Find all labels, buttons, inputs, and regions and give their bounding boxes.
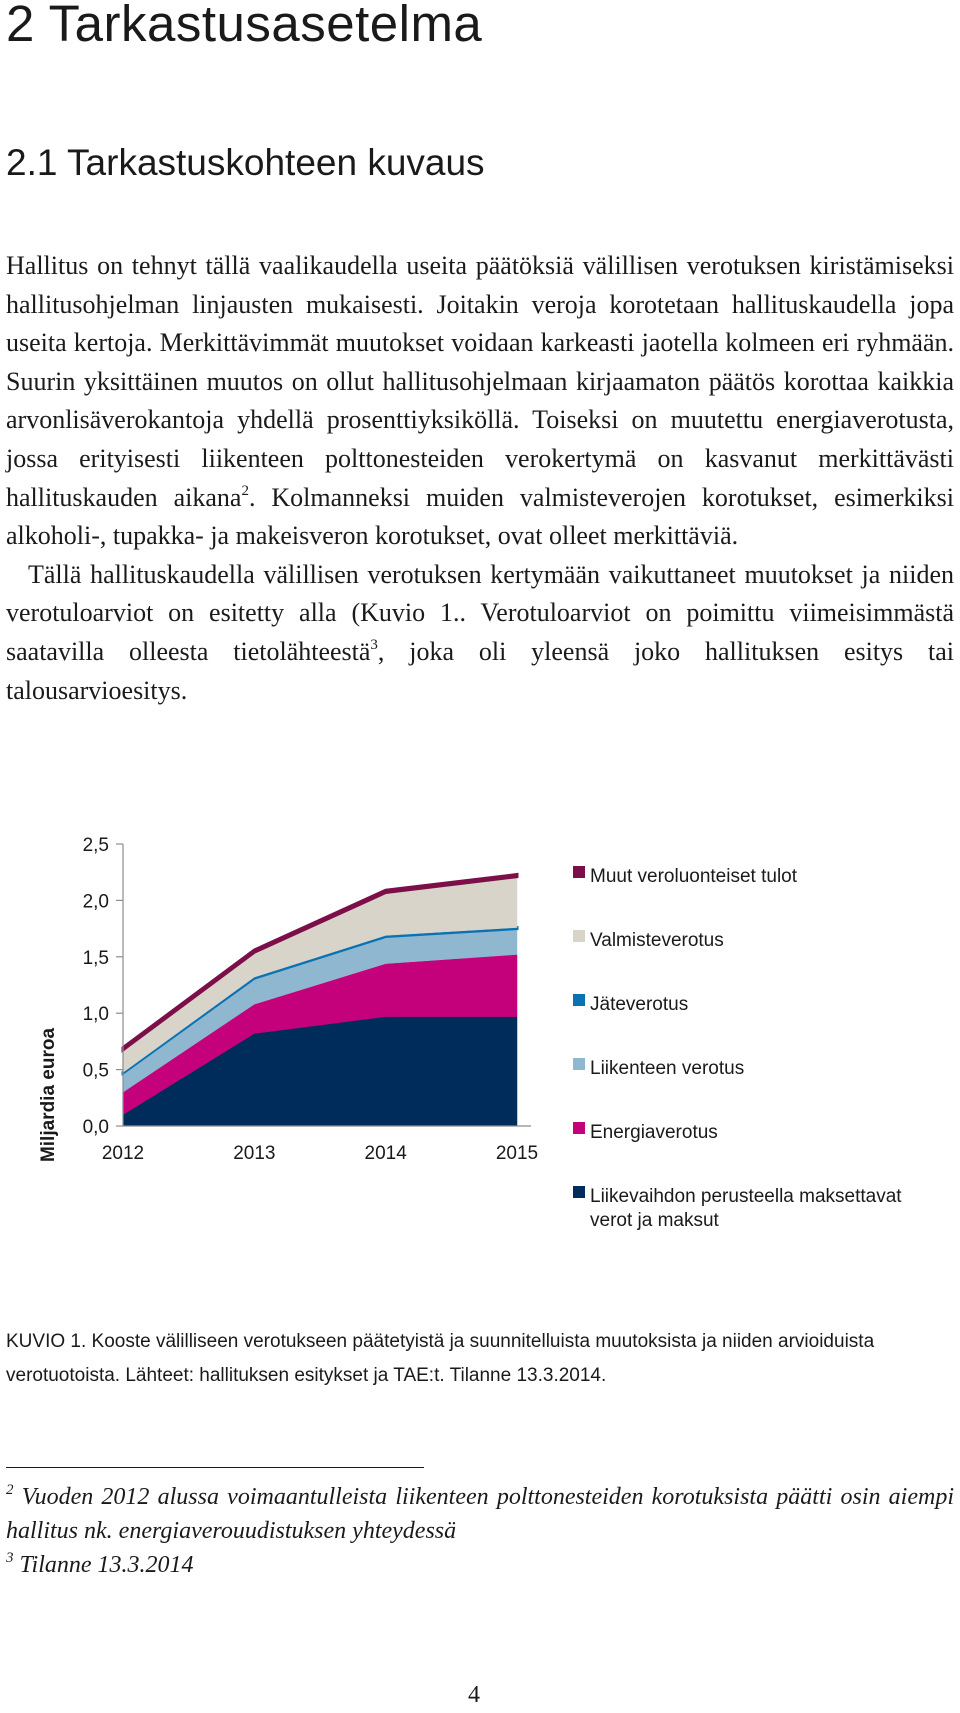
- footnote-2-text: Vuoden 2012 alussa voimaantulleista liikenteen polttonesteiden korotuksista päätti osin aiempi hallitus nk. energiaverouudistuksen yhteydessä: [6, 1484, 954, 1544]
- chapter-heading: 2 Tarkastusasetelma: [6, 0, 483, 52]
- paragraph-1: [6, 247, 954, 556]
- legend-swatch: [573, 994, 585, 1006]
- chart-legend: [573, 866, 902, 1231]
- body-text: [6, 247, 954, 710]
- paragraph-2-text-b: , joka oli yleensä joko hallituksen esitys tai talousarvioesitys.: [6, 636, 954, 705]
- footnote-2-number: 2: [6, 1482, 14, 1498]
- footnote-2: [6, 1480, 954, 1548]
- chart-areas: [123, 875, 517, 1127]
- footnote-3: [6, 1548, 954, 1582]
- footnote-divider: [6, 1467, 424, 1468]
- legend-swatch: [573, 1058, 585, 1070]
- legend-swatch: [573, 1122, 585, 1134]
- y-tick-label: 0,0: [82, 1117, 109, 1138]
- x-tick-label: 2014: [364, 1143, 407, 1164]
- y-tick-label: 2,5: [82, 835, 109, 856]
- legend-swatch: [573, 1186, 585, 1198]
- footnote-3-number: 3: [6, 1550, 14, 1566]
- legend-label: Energiaverotus: [590, 1122, 718, 1143]
- footnote-ref-2[interactable]: 2: [241, 482, 249, 499]
- figure-caption: KUVIO 1. Kooste välilliseen verotukseen päätetyistä ja suunnitelluista muutoksista ja niiden arvioiduista verotuotoista. Lähteet: hallituksen esitykset ja TAE:t. Tilanne 13.3.2014.: [6, 1331, 875, 1386]
- y-axis-label: Miljardia euroa: [38, 1027, 59, 1163]
- y-tick-label: 2,0: [82, 891, 109, 913]
- y-tick-label: 0,5: [82, 1060, 109, 1082]
- page-number: 4: [468, 1682, 480, 1708]
- legend-label: Liikevaihdon perusteella maksettavat: [590, 1186, 902, 1207]
- section-heading: 2.1 Tarkastuskohteen kuvaus: [6, 142, 485, 183]
- legend-swatch: [573, 866, 585, 878]
- paragraph-2: [6, 556, 954, 710]
- legend-label: Valmisteverotus: [590, 930, 724, 951]
- footnote-3-text: Tilanne 13.3.2014: [19, 1552, 194, 1578]
- footnote-ref-3[interactable]: 3: [370, 636, 378, 653]
- legend-label: Muut veroluonteiset tulot: [590, 866, 798, 887]
- paragraph-1-text-a: Hallitus on tehnyt tällä vaalikaudella useita päätöksiä välillisen verotuksen kiristämiseksi hallitusohjelman linjausten mukaisesti. Joitakin veroja korotetaan hallituskaudella jopa useita kertoja. Merkittävimmät muutokset voidaan karkeasti jaotella kolmeen eri ryhmään. Suurin yksittäinen muutos on ollut hallitusohjelmaan kirjaamaton päätös korottaa kaikkia arvonlisäverokantoja yhdellä prosenttiyksiköllä. Toiseksi on muutettu energiaverotusta, jossa erityisesti liikenteen polttonesteiden verokertymä on kasvanut merkittävästi hallituskauden aikana: [6, 251, 954, 512]
- legend-label: Jäteverotus: [590, 994, 689, 1015]
- legend-label: verot ja maksut: [590, 1210, 719, 1231]
- legend-swatch: [573, 930, 585, 942]
- x-tick-label: 2013: [233, 1143, 276, 1164]
- stacked-area-chart: [0, 810, 960, 1290]
- y-tick-label: 1,0: [82, 1004, 109, 1026]
- x-tick-label: 2015: [495, 1143, 539, 1164]
- x-tick-label: 2012: [101, 1143, 145, 1164]
- y-tick-label: 1,5: [82, 947, 109, 969]
- paragraph-1-text-b: . Kolmanneksi muiden valmisteverojen korotukset, esimerkiksi alkoholi-, tupakka- ja makeisveron korotukset, ovat olleet merkittäviä.: [6, 482, 954, 551]
- legend-label: Liikenteen verotus: [590, 1058, 745, 1079]
- paragraph-2-text-a: Tällä hallituskaudella välillisen verotuksen kertymään vaikuttaneet muutokset ja niiden verotuloarviot on esitetty alla (Kuvio 1.. Verotuloarviot on poimittu viimeisimmästä saatavilla olleesta tietolähteestä: [6, 559, 954, 666]
- footnotes: [6, 1480, 954, 1582]
